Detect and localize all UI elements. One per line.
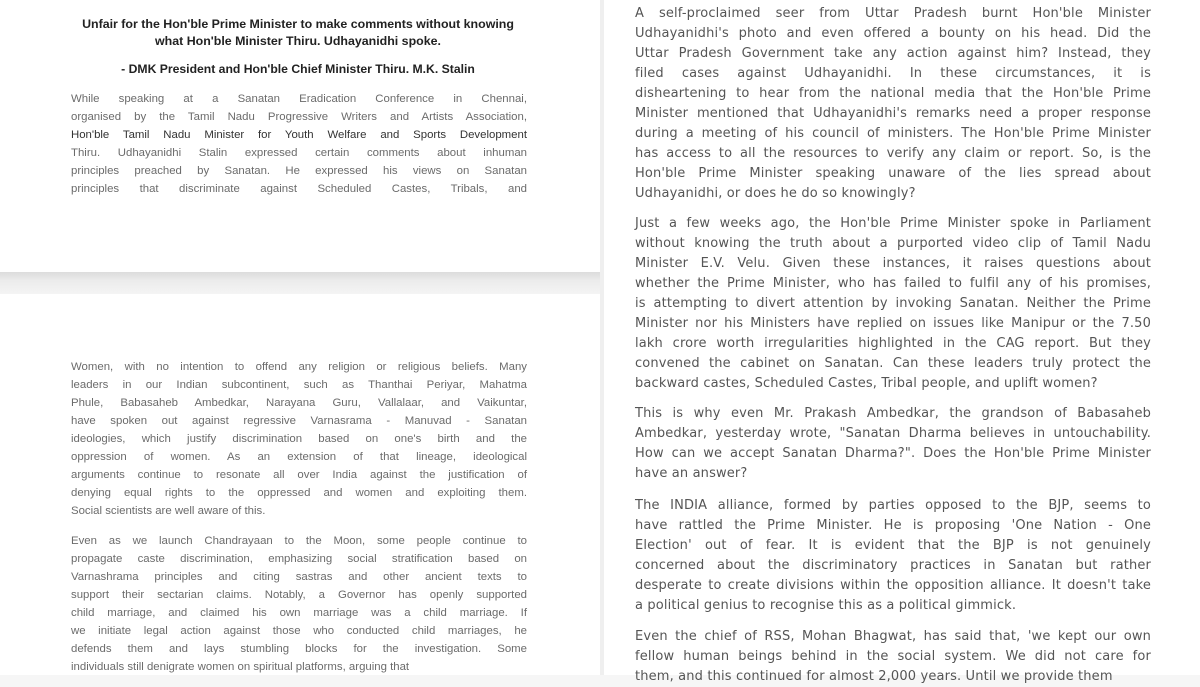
text-line: Hon'ble Prime Minister speaking unaware of the lies spread about: [635, 166, 1151, 181]
text-line: convened the cabinet on Sanatan. Can these leaders truly protect the: [635, 356, 1151, 371]
text-line: The INDIA alliance, formed by parties opposed to the BJP, seems to: [635, 498, 1151, 513]
text-line: individuals still denigrate women on spiritual platforms, arguing that: [71, 661, 410, 673]
text-line: we initiate legal action against those who conducted child marriages, he: [71, 625, 527, 637]
page-break-divider: [0, 272, 600, 294]
text-line: Uttar Pradesh Government take any action against him? Instead, they: [635, 46, 1151, 61]
text-line: propagate caste discrimination, emphasizing social stratification based on: [71, 553, 527, 565]
text-line: filed cases against Udhayanidhi. In these circumstances, it is: [635, 66, 1151, 81]
page-fragment-bottom-left: [0, 294, 600, 675]
text-line: principles preached by Sanatan. He expressed his views on Sanatan: [71, 165, 527, 177]
text-line: without knowing the truth about a purported video clip of Tamil Nadu: [635, 236, 1151, 251]
text-line: oppression of women. As an extension of that lineage, ideological: [71, 451, 527, 463]
text-line: child marriage, and claimed his own marriage was a child marriage. If: [71, 607, 527, 619]
text-line: leaders in our Indian subcontinent, such as Thanthai Periyar, Mahatma: [71, 379, 527, 391]
text-line: Ambedkar, yesterday wrote, "Sanatan Dharma believes in untouchability.: [635, 426, 1151, 441]
text-line: A self-proclaimed seer from Uttar Pradesh burnt Hon'ble Minister: [635, 6, 1151, 21]
text-line: Phule, Babasaheb Ambedkar, Narayana Guru, Vallalaar, and Vaikuntar,: [71, 397, 527, 409]
text-line: Varnashrama principles and citing sastras and other ancient texts to: [71, 571, 527, 583]
text-line: desperate to create divisions within the opposition alliance. It doesn't take: [635, 578, 1151, 593]
text-line: has access to all the resources to verify any claim or report. So, is the: [635, 146, 1151, 161]
statement-attribution: - DMK President and Hon'ble Chief Minister Thiru. M.K. Stalin: [121, 62, 475, 76]
text-line: Election' out of fear. It is evident that the BJP is not genuinely: [635, 538, 1151, 553]
text-line: disheartening to hear from the national media that the Hon'ble Prime: [635, 86, 1151, 101]
text-line: Social scientists are well aware of this.: [71, 505, 266, 517]
text-line: support their sectarian claims. Notably, a Governor has openly supported: [71, 589, 527, 601]
text-line: denying equal rights to the oppressed and women and exploiting them.: [71, 487, 527, 499]
text-line: ideologies, which justify discrimination based on one's birth and the: [71, 433, 527, 445]
text-line: have an answer?: [635, 466, 748, 481]
page-fragment-top-left: [0, 0, 600, 272]
text-line: is attempting to divert attention by invoking Sanatan. Neither the Prime: [635, 296, 1151, 311]
text-line: lakh crore worth irregularities highlighted in the CAG report. But they: [635, 336, 1151, 351]
text-line: Minister nor his Ministers have replied on issues like Manipur or the 7.50: [635, 316, 1151, 331]
text-line: Just a few weeks ago, the Hon'ble Prime Minister spoke in Parliament: [635, 216, 1151, 231]
text-line: arguments continue to resonate all over India against the justification of: [71, 469, 527, 481]
text-line: backward castes, Scheduled Castes, Tribal people, and uplift women?: [635, 376, 1098, 391]
text-line: Even as we launch Chandrayaan to the Moon, some people continue to: [71, 535, 527, 547]
text-line: How can we accept Sanatan Dharma?". Does the Hon'ble Prime Minister: [635, 446, 1151, 461]
text-line: during a meeting of his council of ministers. The Hon'ble Prime Minister: [635, 126, 1151, 141]
text-line: principles that discriminate against Scheduled Castes, Tribals, and: [71, 183, 527, 195]
text-line: organised by the Tamil Nadu Progressive Writers and Artists Association,: [71, 111, 527, 123]
text-line: Even the chief of RSS, Mohan Bhagwat, has said that, 'we kept our own: [635, 629, 1151, 644]
text-line: a political genius to recognise this as a political gimmick.: [635, 598, 1017, 613]
text-line: Minister E.V. Velu. Given these instances, it raises questions about: [635, 256, 1151, 271]
text-line: have spoken out against regressive Varnasrama - Manuvad - Sanatan: [71, 415, 527, 427]
text-line: fellow human beings behind in the social system. We did not care for: [635, 649, 1151, 664]
text-line: While speaking at a Sanatan Eradication Conference in Chennai,: [71, 93, 527, 105]
text-line: them, and this continued for almost 2,000 years. Until we provide them: [635, 669, 1113, 684]
text-line: Hon'ble Tamil Nadu Minister for Youth Welfare and Sports Development: [71, 129, 527, 141]
text-line: Udhayanidhi, or does he do so knowingly?: [635, 186, 916, 201]
page-fragment-right: [604, 0, 1200, 684]
text-line: concerned about the discriminatory practices in Sanatan but rather: [635, 558, 1151, 573]
statement-headline: Unfair for the Hon'ble Prime Minister to make comments without knowing what Hon'ble Minister Thiru. Udhayanidhi spoke.: [82, 17, 514, 48]
text-line: Udhayanidhi's photo and even offered a bounty on his head. Did the: [635, 26, 1151, 41]
text-line: This is why even Mr. Prakash Ambedkar, the grandson of Babasaheb: [635, 406, 1151, 421]
text-line: defends them and lays stumbling blocks for the investigation. Some: [71, 643, 527, 655]
text-line: have rattled the Prime Minister. He is proposing 'One Nation - One: [635, 518, 1151, 533]
text-line: whether the Prime Minister, who has failed to fulfil any of his promises,: [635, 276, 1151, 291]
text-line: Minister mentioned that Udhayanidhi's remarks need a proper response: [635, 106, 1151, 121]
text-line: Thiru. Udhayanidhi Stalin expressed certain comments about inhuman: [71, 147, 527, 159]
text-line: Women, with no intention to offend any religion or religious beliefs. Many: [71, 361, 527, 373]
